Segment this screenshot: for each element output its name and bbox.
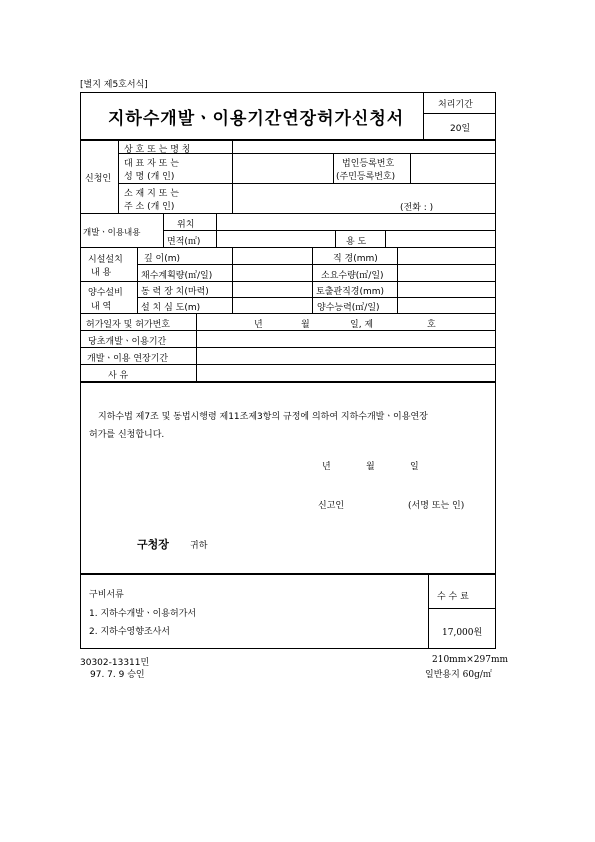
pump-label-2: 내 역 [91,302,112,312]
use-label: 용 도 [346,237,367,247]
date-month: 월 [366,462,375,472]
applicant-group-label: 신청인 [85,174,112,184]
footer-paper: 일반용지 60g/㎡ [425,670,492,680]
dev-group-label: 개발ㆍ이용내용 [83,228,141,238]
footer-code: 30302-13311민 [80,658,150,668]
diameter-label: 직 경(mm) [333,254,378,264]
depth-label: 깊 이(m) [144,254,181,264]
document-item-1: 1. 지하수개발ㆍ이용허가서 [89,609,197,619]
form-label: [별지 제5호서식] [80,80,148,90]
pipe-label: 토출관직경(mm) [316,287,385,297]
need-label: 소요수량(㎥/일) [321,271,384,281]
date-day: 일 [410,462,419,472]
statement-line-2: 허가를 신청합니다. [89,430,165,440]
reason-label: 사 유 [108,371,129,381]
processing-label: 처리기간 [438,100,473,110]
permit-month: 월 [301,320,310,330]
power-label: 동 력 장 치(마력) [141,287,209,297]
rep-label-2: 성 명 (개 인) [124,172,175,182]
signature-field: (서명 또는 인) [408,501,465,511]
plan-label: 채수계획량(㎥/일) [141,271,213,281]
permit-no: 호 [427,320,436,330]
page-title: 지하수개발ㆍ이용기간연장허가신청서 [108,109,405,129]
pump-label-1: 양수설비 [88,288,123,298]
recipient-name: 구청장 [137,538,169,551]
facility-label-2: 내 용 [91,268,112,278]
capacity-label: 양수능력(㎥/일) [317,303,380,313]
footer-approval: 97. 7. 9 승인 [90,670,145,680]
corp-no-label-1: 법인등록번호 [342,159,395,169]
statement-line-1: 지하수법 제7조 및 동법시행령 제11조제3항의 규정에 의하여 지하수개발ㆍ이용연장 [98,412,428,422]
permit-date-label: 허가일자 및 허가번호 [86,320,170,330]
rep-label-1: 대 표 자 또 는 [124,159,179,169]
processing-value: 20일 [450,124,471,134]
permit-day: 일, 제 [350,320,374,330]
document-item-2: 2. 지하수영향조사서 [89,627,171,637]
documents-header: 구비서류 [89,590,124,600]
addr-label-2: 주 소 (개 인) [124,202,175,212]
phone-label: (전화 : ) [400,203,434,213]
footer-size: 210mm×297mm [432,655,509,665]
corp-no-label-2: (주민등록번호) [336,172,396,182]
date-year: 년 [322,462,331,472]
addr-label-1: 소 재 지 또 는 [124,189,179,199]
extension-label: 개발ㆍ이용 연장기간 [87,354,169,364]
name-label: 상 호 또 는 명 칭 [124,145,191,155]
area-label: 면적(㎡) [167,237,201,247]
recipient-suffix: 귀하 [190,541,208,551]
fee-amount: 17,000원 [442,628,483,638]
permit-year: 년 [254,320,263,330]
facility-label-1: 시설설치 [88,255,123,265]
applicant-sign-label: 신고인 [318,501,345,511]
initial-period-label: 당초개발ㆍ이용기간 [88,337,167,347]
install-label: 설 치 심 도(m) [141,303,201,313]
fee-label: 수 수 료 [437,592,469,602]
location-label: 위치 [177,220,195,230]
